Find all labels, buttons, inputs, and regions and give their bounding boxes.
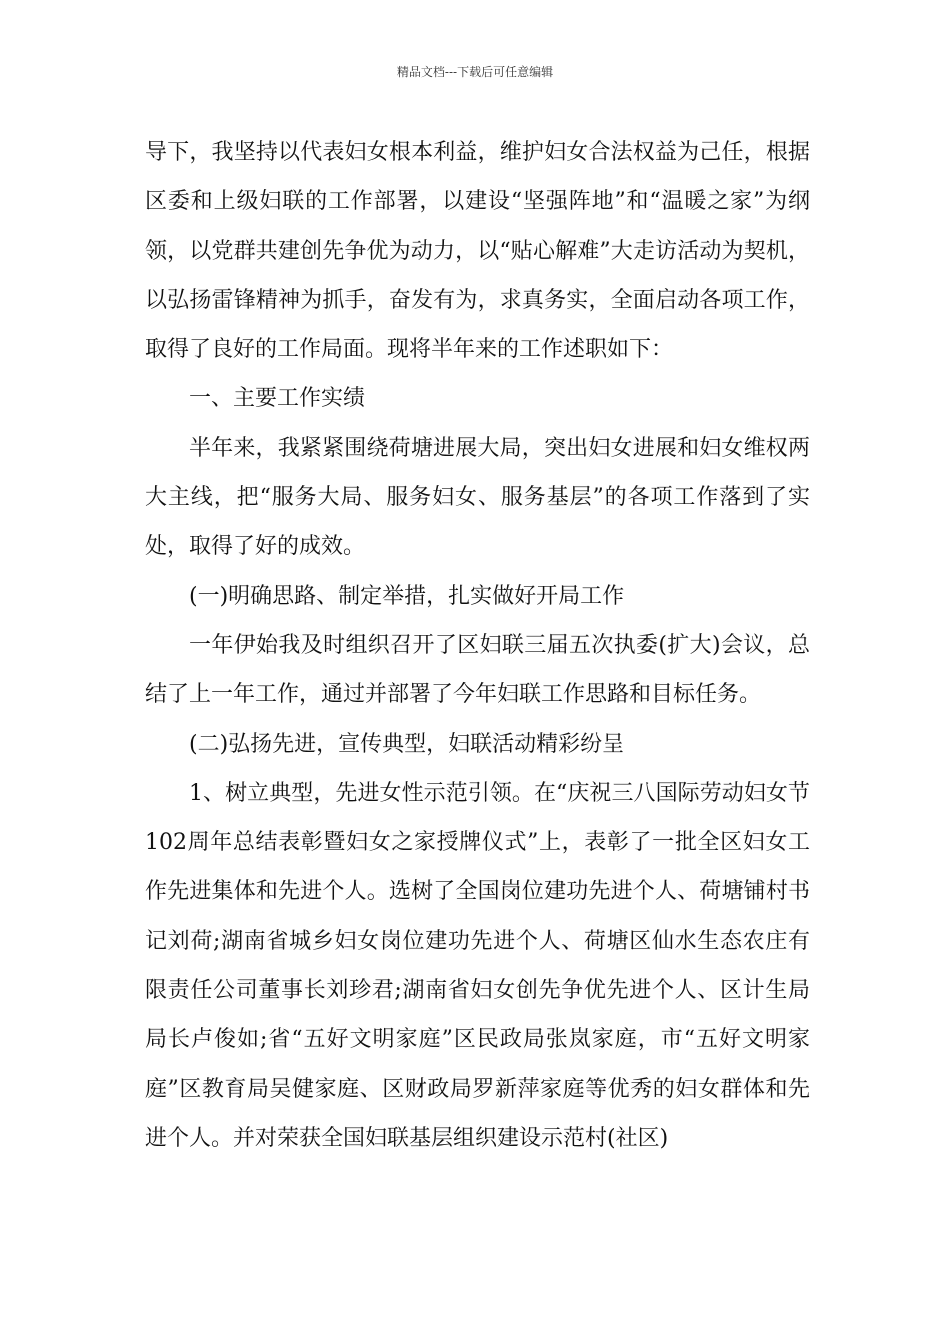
subsection-heading-1: (一)明确思路、制定举措，扎实做好开局工作: [189, 583, 625, 609]
paragraph-role-models: 1、树立典型，先进女性示范引领。在“庆祝三八国际劳动妇女节102周年总结表彰暨妇女之家授牌仪式”上，表彰了一批全区妇女工作先进集体和先进个人。选树了全国岗位建功先进个人、荷塘铺村书记刘荷;湖南省城乡妇女岗位建功先进个人、荷塘区仙水生态农庄有限责任公司董事长刘珍君;湖南省妇女创先争优先进个人、区计生局局长卢俊如;省“五好文明家庭”区民政局张岚家庭，市“五好文明家庭”区教育局吴健家庭、区财政局罗新萍家庭等优秀的妇女群体和先进个人。并对荣获全国妇联基层组织建设示范村(社区): [145, 780, 810, 1151]
paragraph-intro: 导下，我坚持以代表妇女根本利益，维护妇女合法权益为己任，根据区委和上级妇联的工作部署，以建设“坚强阵地”和“温暖之家”为纲领，以党群共建创先争优为动力，以“贴心解难”大走访活动为契机，以弘扬雷锋精神为抓手，奋发有为，求真务实，全面启动各项工作，取得了良好的工作局面。现将半年来的工作述职如下：: [145, 140, 810, 363]
document-body: [145, 128, 810, 1163]
paragraph-meeting: 一年伊始我及时组织召开了区妇联三届五次执委(扩大)会议，总结了上一年工作，通过并部署了今年妇联工作思路和目标任务。: [145, 632, 810, 708]
subsection-heading-2: (二)弘扬先进，宣传典型，妇联活动精彩纷呈: [189, 731, 625, 757]
paragraph-half-year-summary: 半年来，我紧紧围绕荷塘进展大局，突出妇女进展和妇女维权两大主线，把“服务大局、服务妇女、服务基层”的各项工作落到了实处，取得了好的成效。: [145, 435, 810, 560]
page-header: 精品文档---下载后可任意编辑: [396, 65, 554, 79]
section-heading-main-achievements: 一、主要工作实绩: [189, 386, 366, 412]
